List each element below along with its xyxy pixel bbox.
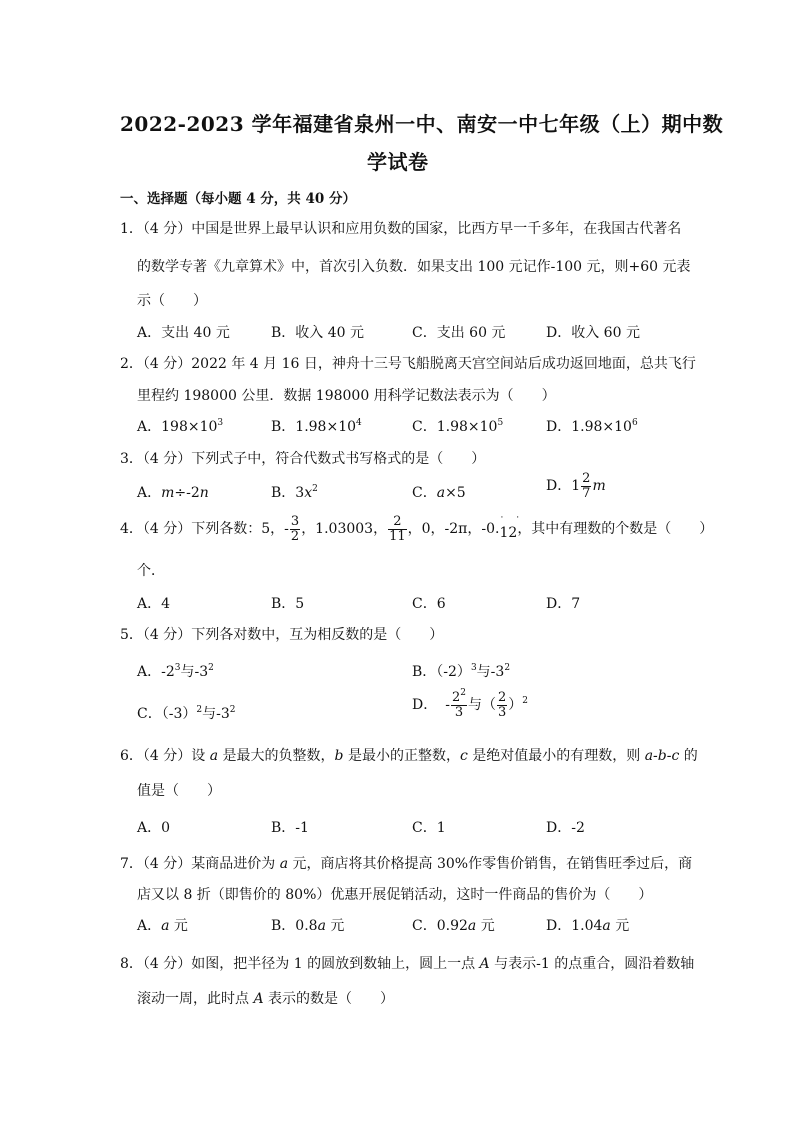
q2-option-c: C．$1.98\times 10^5$ [412, 418, 504, 435]
q3-option-d-fraction: $\frac{2}{7}$ [582, 471, 591, 501]
q6-option-c: C．1 [412, 820, 446, 836]
q4-repeating-decimal: · · 12 [499, 513, 525, 542]
q2-option-b: B．$1.98\times 10^4$ [271, 418, 362, 435]
q1-option-c: C．支出 60 元 [412, 325, 506, 341]
q5-option-b: B．$(-2)^3$与$-3^2$ [412, 663, 511, 680]
q4-option-c: C．6 [412, 596, 446, 612]
q4-fraction-2-11: $\frac{2}{11}$ [389, 514, 406, 544]
q3-option-b: B．$3x^2$ [271, 484, 318, 501]
q1-line2: 的数学专著《九章算术》中，首次引入负数．如果支出 100 元记作-100 元，则+60 元表 [137, 259, 691, 275]
q4-option-b: B．5 [271, 596, 305, 612]
q5-option-d-fraction-2: $\frac{2}{3}$ [497, 690, 507, 720]
q2-option-d: D．$1.98\times 10^6$ [546, 418, 638, 435]
q6-line1: 6．（4 分）设 a 是最大的负整数，b 是最小的正整数，c 是绝对值最小的有理数，则 a-b-c 的 [120, 748, 698, 764]
q3-option-a: A．m÷-2n [137, 485, 209, 501]
q7-line1: 7．（4 分）某商品进价为 a 元，商店将其价格提高 30%作零售价销售，在销售旺季过后，商 [120, 856, 693, 872]
q7-option-c: C．0.92a 元 [412, 918, 495, 934]
q6-option-d: D．-2 [546, 820, 585, 836]
q5-line1: 5．（4 分）下列各对数中，互为相反数的是（ ） [120, 627, 444, 643]
q7-option-b: B．0.8a 元 [271, 918, 345, 934]
section-heading-choice: 一、选择题（每小题 4 分，共 40 分） [120, 191, 356, 207]
q4-fraction-3-2: $\frac{3}{2}$ [290, 514, 300, 544]
exam-title-line1: 2022-2023 学年福建省泉州一中、南安一中七年级（上）期中数 [120, 112, 724, 136]
q1-option-b: B．收入 40 元 [271, 325, 365, 341]
q5-option-c: C．$(-3)^2$与$-3^2$ [137, 705, 236, 722]
q5-option-d-fraction-1: $\frac{2^2}{3}$ [451, 688, 466, 720]
q6-option-b: B．-1 [271, 820, 309, 836]
q1-line3: 示（ ） [137, 293, 207, 309]
q5-option-a: A．$-2^3$与$-3^2$ [137, 663, 214, 680]
q2-line2: 里程约 198000 公里．数据 198000 用科学记数法表示为（ ） [137, 388, 556, 404]
q3-option-d: D．1 $\frac{2}{7}$ m [546, 471, 606, 501]
q7-line2: 店又以 8 折（即售价的 80%）优惠开展促销活动，这时一件商品的售价为（ ） [137, 887, 653, 903]
q3-option-c: C．a×5 [412, 485, 466, 501]
q6-option-a: A．0 [137, 820, 171, 836]
exam-title-line2: 学试卷 [367, 150, 429, 174]
q2-option-a: A．$198\times 10^3$ [137, 418, 224, 435]
q6-line2: 值是（ ） [137, 783, 221, 799]
q8-line2: 滚动一周，此时点 A 表示的数是（ ） [137, 991, 395, 1007]
q4-line1: 4．（4 分）下列各数：5，- $\frac{3}{2}$ ，1.03003， $\frac{2}{11}$ ，0，-2π，-0. · · 12，其中有理数的个数是（ ） [120, 513, 714, 544]
q1-line1: 1．（4 分）中国是世界上最早认识和应用负数的国家，比西方早一千多年，在我国古代著名 [120, 221, 682, 237]
q3-line1: 3．（4 分）下列式子中，符合代数式书写格式的是（ ） [120, 451, 486, 467]
q8-line1: 8．（4 分）如图，把半径为 1 的圆放到数轴上，圆上一点 A 与表示-1 的点重合，圆沿着数轴 [120, 956, 695, 972]
q1-option-a: A．支出 40 元 [137, 325, 230, 341]
q2-line1: 2．（4 分）2022 年 4 月 16 日，神舟十三号飞船脱离天宫空间站后成功返回地面，总共飞行 [120, 356, 696, 372]
q1-option-d: D．收入 60 元 [546, 325, 640, 341]
q4-line2: 个． [137, 563, 165, 579]
q7-option-d: D．1.04a 元 [546, 918, 630, 934]
q5-option-d: D． - $\frac{2^2}{3}$ 与（ $\frac{2}{3}$ ）$^2$ [412, 688, 528, 720]
q4-option-a: A．4 [137, 596, 171, 612]
q4-option-d: D．7 [546, 596, 581, 612]
q7-option-a: A．a 元 [137, 918, 188, 934]
